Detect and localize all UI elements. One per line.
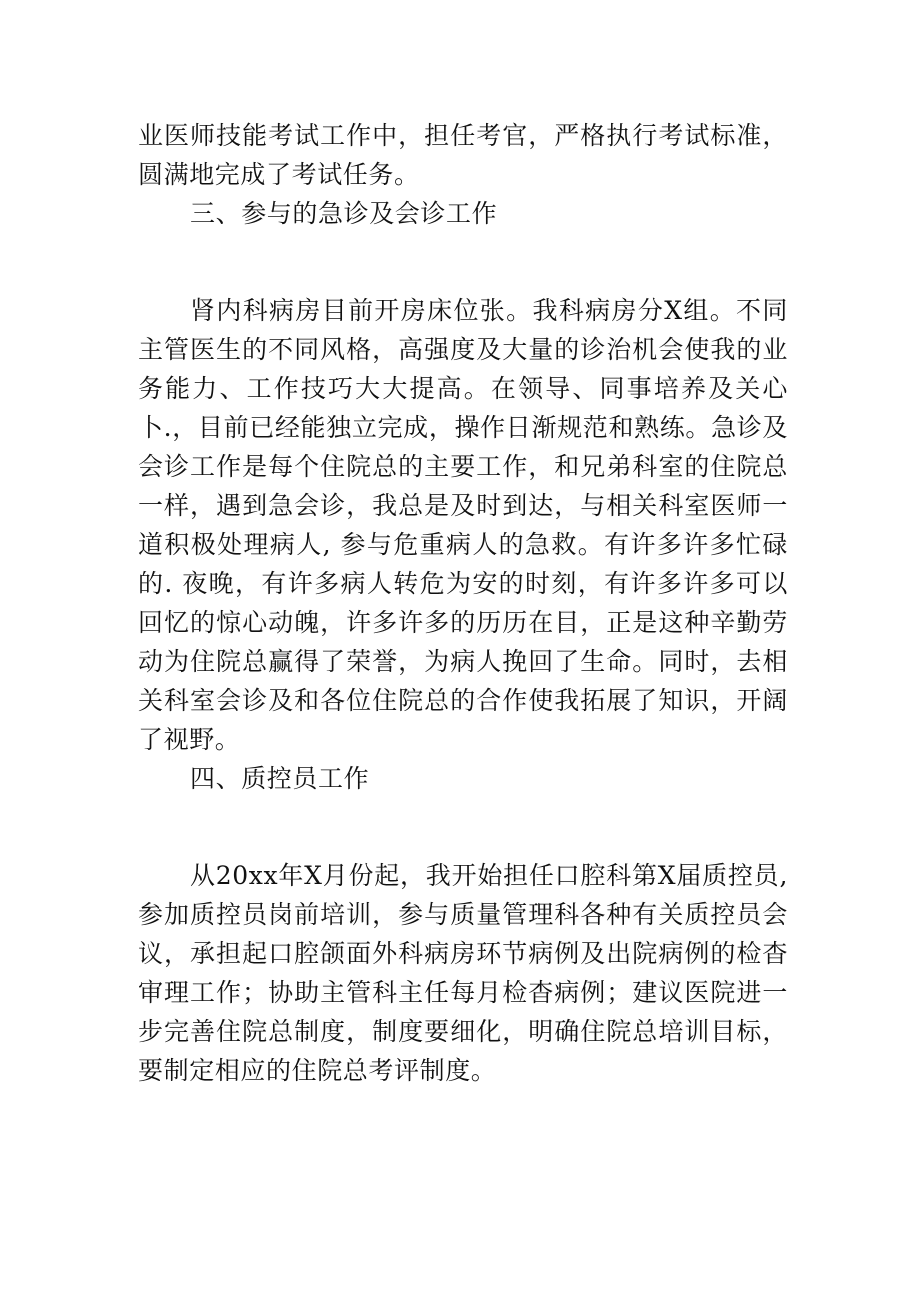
paragraph-emergency-consultation: 肾内科病房目前开房床位张。我科病房分X组。不同主管医生的不同风格，高强度及大量的诊治机会使我的业务能力、工作技巧大大提高。在领导、同事培养及关心卜.，目前已经能独立完成，操作日渐规范和熟练。急诊及会诊工作是每个住院总的主要工作，和兄弟科室的住院总一样，遇到急会诊，我总是及时到达，与相关科室医师一道积极处理病人, 参与危重病人的急救。有许多许多忙碌的. 夜晚，有许多病人转危为安的时刻，有许多许多可以回忆的惊心动魄，许多许多的历历在目，正是这种辛勤劳动为住院总赢得了荣誉，为病人挽回了生命。同时，去相关科室会诊及和各位住院总的合作使我拓展了知识，开阔了视野。 xyxy=(138,296,788,754)
paragraph-quality-control: 从20xx年X月份起，我开始担任口腔科第X届质控员, 参加质控员岗前培训，参与质量管理科各种有关质控员会议，承担起口腔颌面外科病房环节病例及出院病例的检杳审理工作；协助主管科主任每月检杳病例；建议医院进一步完善住院总制度，制度要细化，明确住院总培训目标，要制定相应的住院总考评制度。 xyxy=(138,861,788,1085)
document-body xyxy=(138,116,788,1090)
section-heading-quality-control: 四、质控员工作 xyxy=(190,764,370,793)
section-heading-emergency-consultation: 三、参与的急诊及会诊工作 xyxy=(190,199,498,228)
paragraph-exam-work: 业医师技能考试工作中，担任考官，严格执行考试标准，圆满地完成了考试任务。 xyxy=(138,121,788,189)
